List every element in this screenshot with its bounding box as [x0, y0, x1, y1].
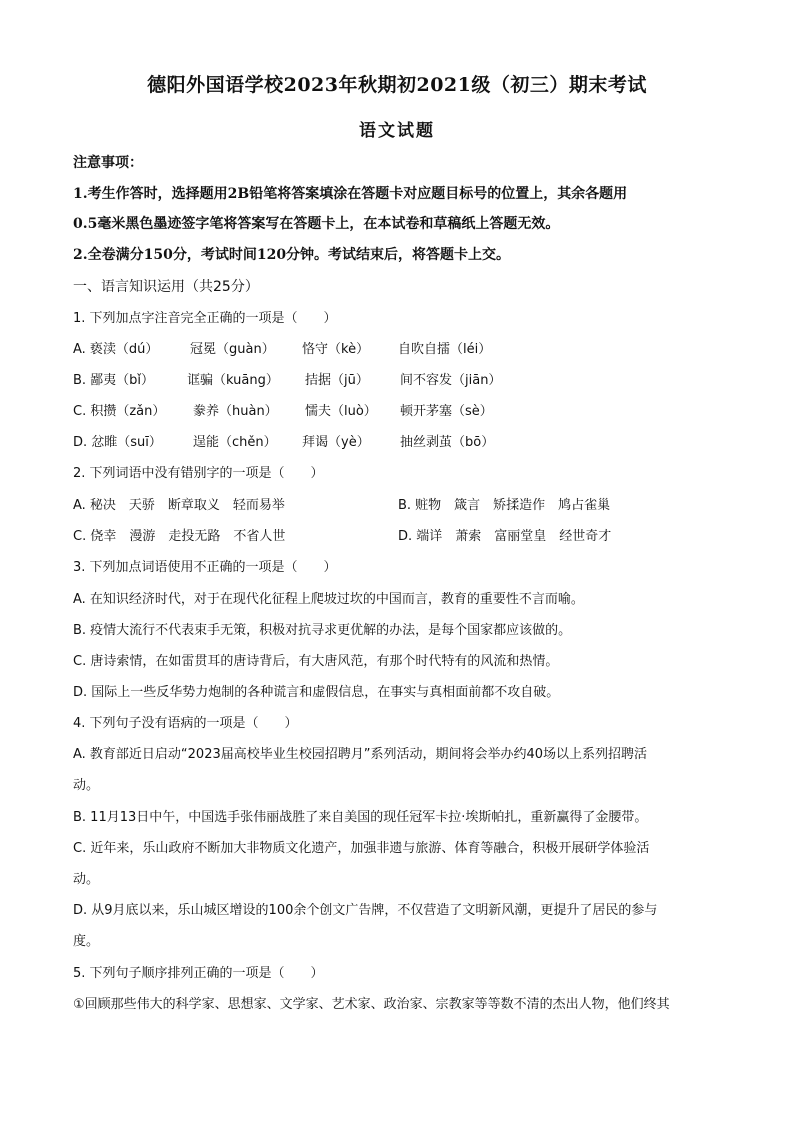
- q3-option-a: A. 在知识经济时代，对于在现代化征程上爬坡过坎的中国而言，教育的重要性不言而喻。: [73, 592, 584, 607]
- q3-stem: 3. 下列加点词语使用不正确的一项是（ ）: [73, 560, 337, 575]
- q5-sentence-1: ①回顾那些伟大的科学家、思想家、文学家、艺术家、政治家、宗教家等等数不清的杰出人物，他们终其: [73, 997, 670, 1012]
- notice-line-2: 0.5毫米黑色墨迹签字笔将答案写在答题卡上，在本试卷和草稿纸上答题无效。: [73, 216, 560, 232]
- q1-d-1: D. 忿睢（suī）: [73, 435, 162, 450]
- section-1-heading: 一、语言知识运用（共25分）: [73, 279, 259, 295]
- q4-option-c-line-2: 动。: [73, 872, 100, 887]
- q1-a-2: 冠冕（guàn）: [190, 342, 275, 357]
- q3-option-d: D. 国际上一些反华势力炮制的各种谎言和虚假信息，在事实与真相面前都不攻自破。: [73, 685, 560, 700]
- q4-option-d-line-1: D. 从9月底以来，乐山城区增设的100余个创文广告牌，不仅营造了文明新风潮，更提升了居民的参与: [73, 903, 658, 918]
- q1-a-3: 恪守（kè）: [302, 342, 370, 357]
- q2-stem: 2. 下列词语中没有错别字的一项是（ ）: [73, 466, 324, 481]
- notice-heading: 注意事项：: [73, 155, 143, 171]
- q5-stem: 5. 下列句子顺序排列正确的一项是（ ）: [73, 966, 324, 981]
- q1-stem: 1. 下列加点字注音完全正确的一项是（ ）: [73, 311, 337, 326]
- q4-option-a-line-2: 动。: [73, 778, 100, 793]
- q1-b-4: 间不容发（jiān）: [400, 373, 502, 388]
- q3-option-c: C. 唐诗索情，在如雷贯耳的唐诗背后，有大唐风范，有那个时代特有的风流和热情。: [73, 654, 559, 669]
- q2-option-a: A. 秘决 天骄 断章取义 轻而易举: [73, 498, 285, 513]
- q1-a-4: 自吹自擂（léi）: [398, 342, 492, 357]
- q1-c-1: C. 积攒（zǎn）: [73, 404, 166, 419]
- q1-c-2: 豢养（huàn）: [193, 404, 278, 419]
- q1-b-2: 诓骗（kuāng）: [187, 373, 279, 388]
- notice-line-1: 1.考生作答时，选择题用2B铅笔将答案填涂在答题卡对应题目标号的位置上，其余各题用: [73, 186, 628, 202]
- q1-c-3: 懦夫（luò）: [305, 404, 377, 419]
- exam-subtitle: 语文试题: [359, 121, 435, 141]
- q2-option-c: C. 侥幸 漫游 走投无路 不省人世: [73, 529, 286, 544]
- q1-d-2: 逞能（chěn）: [193, 435, 277, 450]
- q1-b-1: B. 鄙夷（bǐ）: [73, 373, 155, 388]
- q4-option-a-line-1: A. 教育部近日启动“2023届高校毕业生校园招聘月”系列活动，期间将会举办约40场以上系列招聘活: [73, 747, 648, 762]
- q4-option-b: B. 11月13日中午，中国选手张伟丽战胜了来自美国的现任冠军卡拉·埃斯帕扎，重新赢得了金腰带。: [73, 810, 648, 825]
- q3-option-b: B. 疫情大流行不代表束手无策，积极对抗寻求更优解的办法，是每个国家都应该做的。: [73, 623, 572, 638]
- q1-d-4: 抽丝剥茧（bō）: [400, 435, 495, 450]
- notice-line-3: 2.全卷满分150分，考试时间120分钟。考试结束后，将答题卡上交。: [73, 247, 511, 263]
- q1-c-4: 顿开茅塞（sè）: [400, 404, 493, 419]
- q4-stem: 4. 下列句子没有语病的一项是（ ）: [73, 716, 298, 731]
- q4-option-c-line-1: C. 近年来，乐山政府不断加大非物质文化遗产，加强非遗与旅游、体育等融合，积极开展研学体验活: [73, 841, 650, 856]
- q2-option-d: D. 端详 萧索 富丽堂皇 经世奇才: [398, 529, 612, 544]
- q2-option-b: B. 赃物 箴言 矫揉造作 鸠占雀巢: [398, 498, 611, 513]
- q1-a-1: A. 亵渎（dú）: [73, 342, 159, 357]
- exam-title: 德阳外国语学校2023年秋期初2021级（初三）期末考试: [147, 74, 647, 96]
- q4-option-d-line-2: 度。: [73, 934, 100, 949]
- q1-d-3: 拜谒（yè）: [302, 435, 370, 450]
- q1-b-3: 拮据（jū）: [305, 373, 369, 388]
